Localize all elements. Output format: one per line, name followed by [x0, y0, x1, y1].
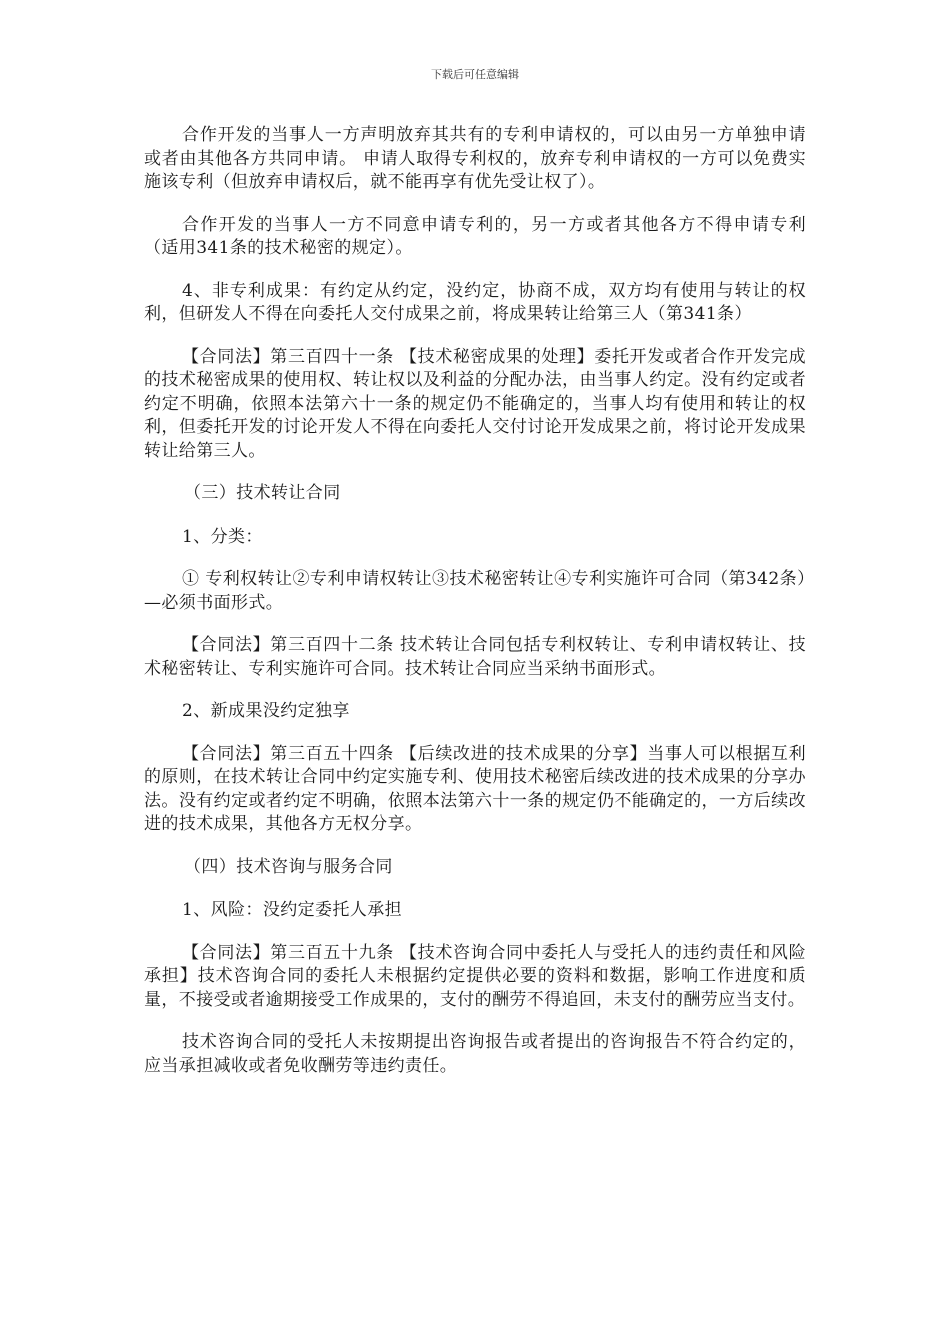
- section-heading-consulting-service: （四）技术咨询与服务合同: [184, 856, 393, 877]
- paragraph-joint-patent-disagree: 合作开发的当事人一方不同意申请专利的，另一方或者其他各方不得申请专利（适用341条的技术秘密的规定）。: [144, 214, 806, 258]
- subheading-classification: 1、分类：: [182, 526, 263, 547]
- paragraph-article-341: 【合同法】第三百四十一条 【技术秘密成果的处理】委托开发或者合作开发完成的技术秘密成果的使用权、转让权以及利益的分配办法，由当事人约定。没有约定或者约定不明确，依照本法第六十一条的规定仍不能确定的，当事人均有使用和转让的权利，但委托开发的讨论开发人不得在向委托人交付讨论开发成果之前，将讨论开发成果转让给第三人。: [144, 346, 806, 461]
- page-header: 下载后可任意编辑: [431, 68, 519, 81]
- paragraph-consultant-liability: 技术咨询合同的受托人未按期提出咨询报告或者提出的咨询报告不符合约定的，应当承担减收或者免收酬劳等违约责任。: [144, 1032, 806, 1076]
- subheading-new-results: 2、新成果没约定独享: [182, 701, 350, 721]
- subheading-risk: 1、风险：没约定委托人承担: [182, 900, 403, 920]
- paragraph-article-359: 【合同法】第三百五十九条 【技术咨询合同中委托人与受托人的违约责任和风险承担】技术咨询合同的委托人未根据约定提供必要的资料和数据，影响工作进度和质量，不接受或者逾期接受工作成果的，支付的酬劳不得追回，未支付的酬劳应当支付。: [144, 942, 806, 1010]
- paragraph-non-patent-results: 4、非专利成果：有约定从约定，没约定，协商不成，双方均有使用与转让的权利，但研发人不得在向委托人交付成果之前，将成果转让给第三人（第341条）: [144, 280, 806, 324]
- document-body: [144, 124, 806, 1097]
- paragraph-article-354: 【合同法】第三百五十四条 【后续改进的技术成果的分享】当事人可以根据互利的原则，在技术转让合同中约定实施专利、使用技术秘密后续改进的技术成果的分享办法。没有约定或者约定不明确，依照本法第六十一条的规定仍不能确定的，一方后续改进的技术成果，其他各方无权分享。: [144, 743, 806, 834]
- paragraph-article-342: 【合同法】第三百四十二条 技术转让合同包括专利权转让、专利申请权转让、技术秘密转让、专利实施许可合同。技术转让合同应当采纳书面形式。: [144, 635, 806, 679]
- section-heading-tech-transfer: （三）技术转让合同: [184, 483, 341, 503]
- paragraph-transfer-types: ① 专利权转让②专利申请权转让③技术秘密转让④专利实施许可合同（第342条）—必须书面形式。: [144, 569, 806, 613]
- paragraph-joint-patent-waiver: 合作开发的当事人一方声明放弃其共有的专利申请权的，可以由另一方单独申请或者由其他各方共同申请。 申请人取得专利权的，放弃专利申请权的一方可以免费实施该专利（但放弃申请权后，就不能再享有优先受让权了）。: [144, 125, 806, 192]
